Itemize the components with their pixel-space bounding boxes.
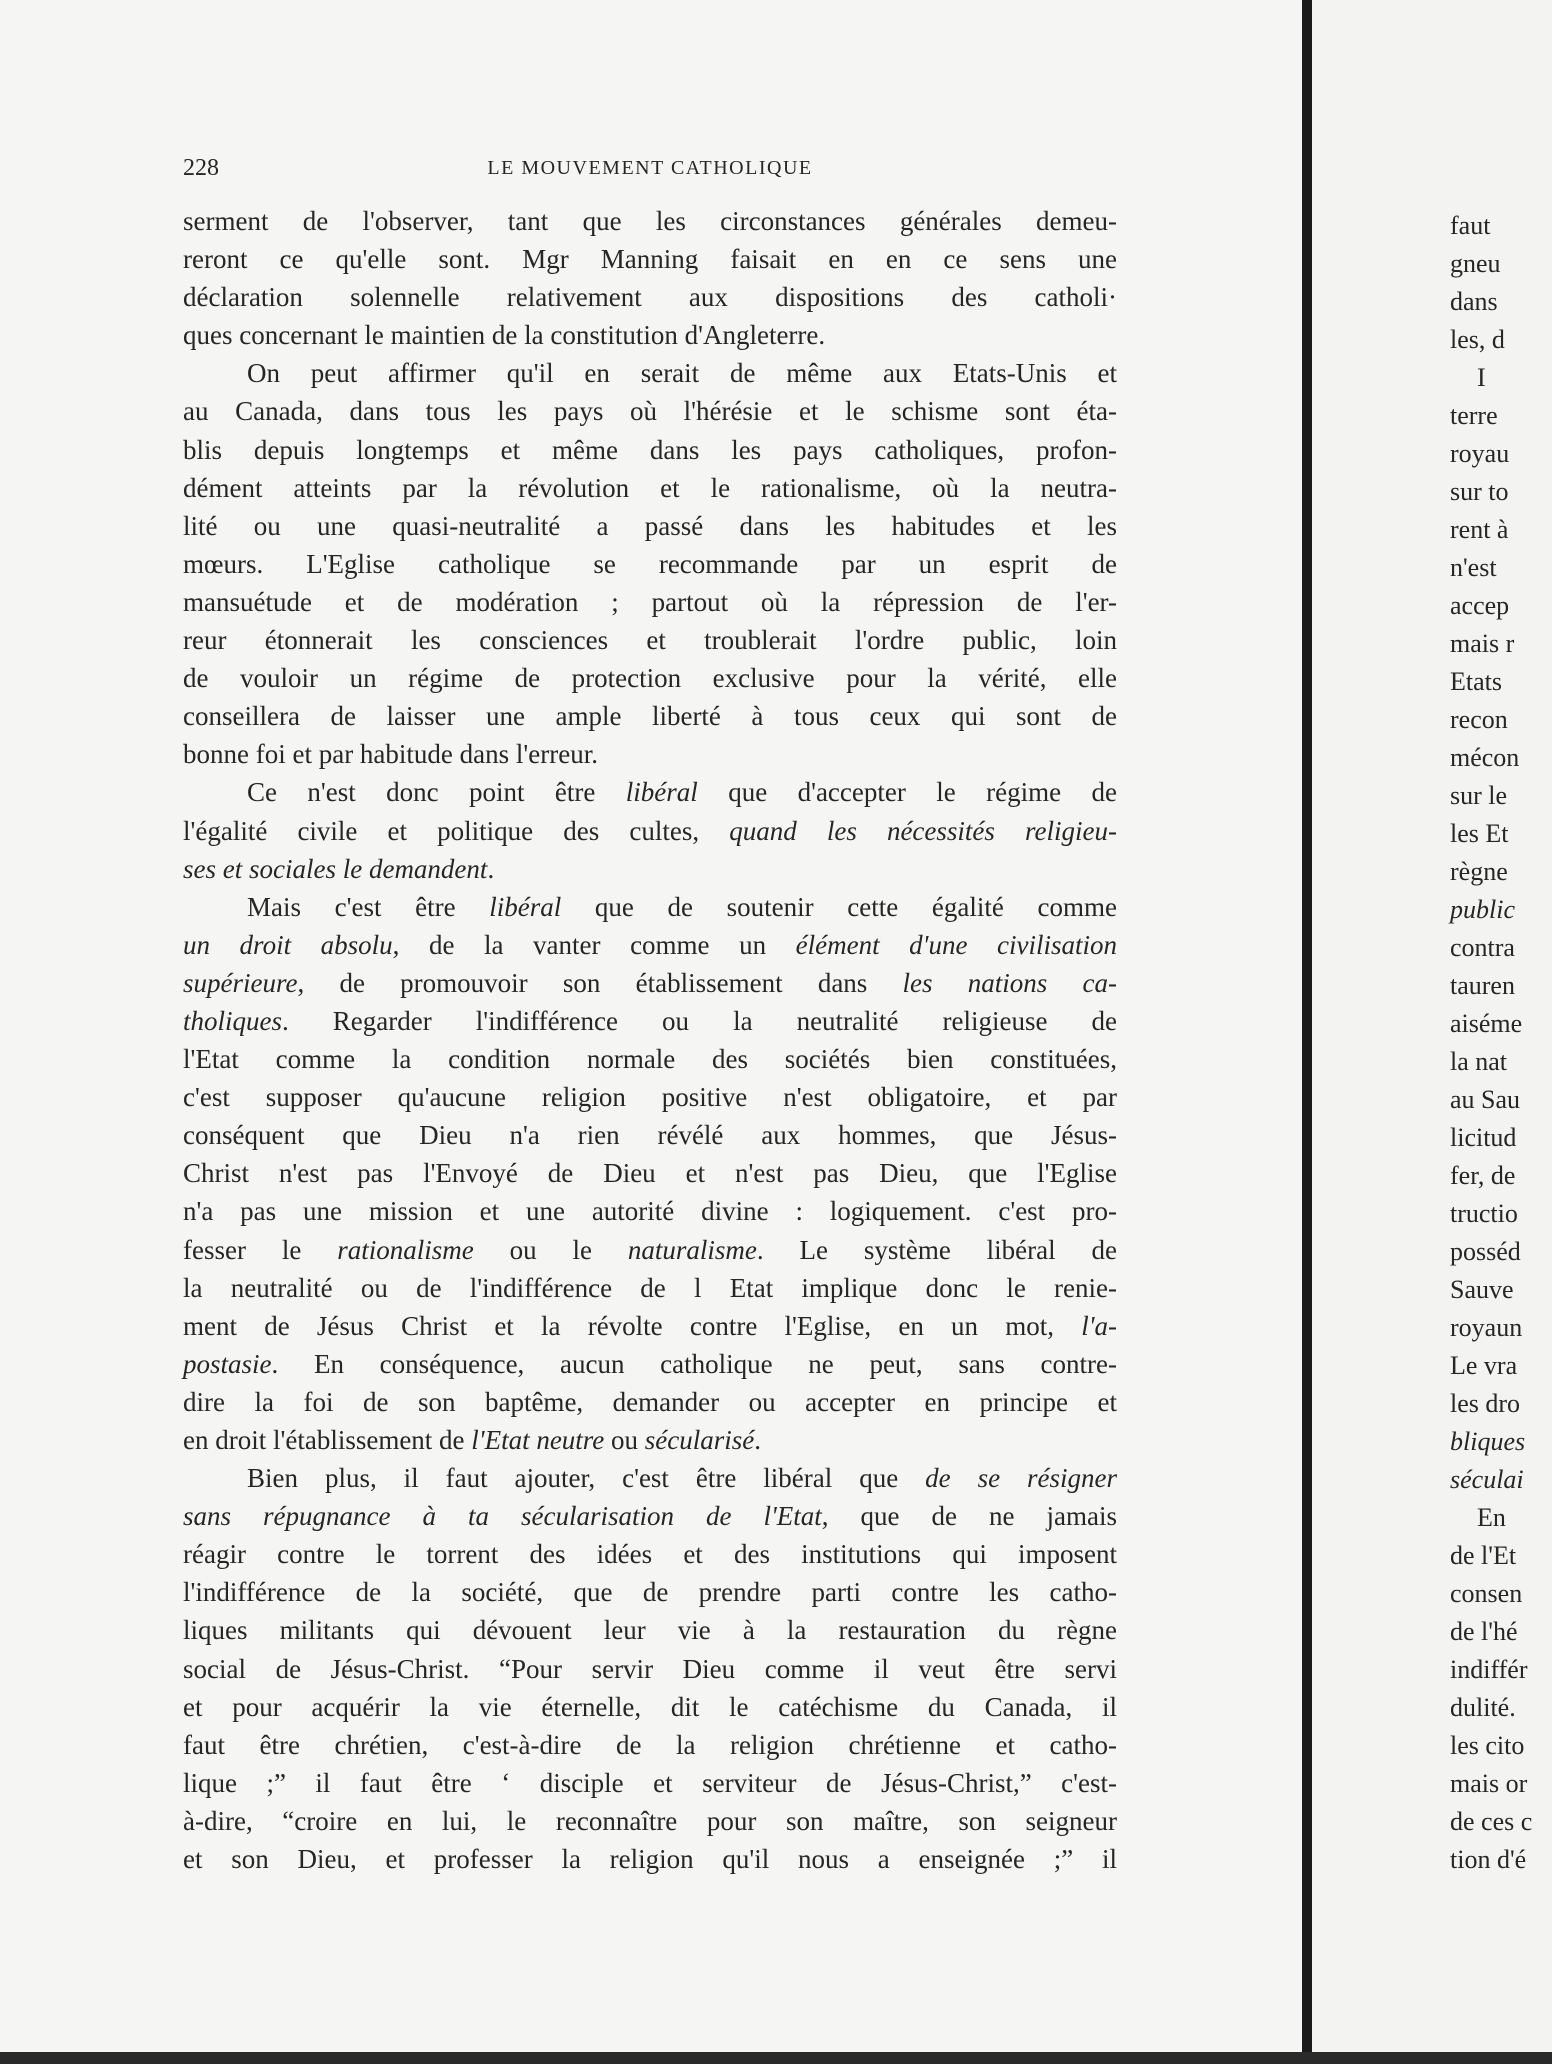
text-line	[183, 964, 1117, 1002]
text-line	[183, 888, 1117, 926]
text-line	[183, 1459, 1117, 1497]
text-line	[183, 659, 1117, 697]
text-line	[183, 1726, 1117, 1764]
text-segment: au Sau	[1450, 1085, 1521, 1114]
text-line-fragment	[1450, 1803, 1532, 1841]
italic-phrase: naturalisme	[627, 1234, 757, 1265]
italic-phrase: libéral	[489, 891, 562, 922]
text-segment: de l'hé	[1450, 1617, 1518, 1646]
text-segment: tion d'é	[1450, 1845, 1527, 1874]
text-segment: mécon	[1450, 743, 1520, 772]
italic-phrase: quand les nécessités religieu-	[729, 815, 1118, 846]
text-line-fragment	[1450, 1727, 1524, 1765]
text-line-fragment	[1450, 283, 1498, 321]
text-segment: social de Jésus-Christ. “Pour servir Dieu comme il veut être servi	[183, 1653, 1117, 1684]
text-segment: la nat	[1450, 1047, 1508, 1076]
text-segment: , de la vanter comme un	[392, 929, 796, 960]
text-line	[183, 1650, 1117, 1688]
text-line	[183, 1345, 1117, 1383]
text-line-fragment	[1450, 397, 1498, 435]
text-segment: lique ;” il faut être ‘ disciple et serviteur de Jésus-Christ,” c'est-	[183, 1767, 1117, 1798]
italic-phrase: l'a-	[1081, 1310, 1117, 1341]
text-segment: posséd	[1450, 1237, 1521, 1266]
book-gutter	[1302, 0, 1312, 2064]
text-segment: conseillera de laisser une ample liberté à tous ceux qui sont de	[183, 701, 1117, 732]
text-line-fragment	[1450, 1613, 1518, 1651]
text-line	[183, 1192, 1117, 1230]
text-line-fragment	[1450, 1005, 1522, 1043]
text-segment: mais or	[1450, 1769, 1528, 1798]
italic-phrase: élément d'une civilisation	[795, 929, 1117, 960]
text-segment: Etats	[1450, 667, 1502, 696]
text-line-fragment	[1450, 625, 1514, 663]
text-line	[183, 1002, 1117, 1040]
text-segment: fer, de	[1450, 1161, 1516, 1190]
text-line-fragment	[1477, 1499, 1506, 1537]
italic-phrase: rationalisme	[337, 1234, 474, 1265]
text-line	[183, 392, 1117, 430]
right-page-partial	[1312, 0, 1552, 2064]
text-line-fragment	[1450, 1309, 1522, 1347]
text-segment: aiséme	[1450, 1009, 1523, 1038]
text-line-fragment	[1450, 587, 1509, 625]
body-text	[183, 202, 1117, 1878]
text-segment: terre	[1450, 401, 1498, 430]
text-segment: On peut affirmer qu'il en serait de même aux Etats-Unis et	[247, 358, 1117, 389]
text-line-fragment	[1450, 207, 1490, 245]
text-line	[183, 316, 1117, 354]
text-line-fragment	[1450, 1537, 1516, 1575]
text-line	[183, 1421, 1117, 1459]
italic-phrase: libéral	[625, 777, 698, 808]
text-segment: .	[754, 1425, 762, 1455]
italic-phrase: de se résigner	[925, 1463, 1117, 1494]
text-line-fragment	[1450, 1689, 1516, 1727]
text-segment: liques militants qui dévouent leur vie à la restauration du règne	[183, 1615, 1117, 1646]
text-segment: serment de l'observer, tant que les circonstances générales demeu-	[183, 206, 1117, 236]
text-segment: les dro	[1450, 1389, 1521, 1418]
text-segment: Sauve	[1450, 1275, 1514, 1304]
text-line	[183, 697, 1117, 735]
text-line-fragment	[1450, 321, 1505, 359]
text-line	[183, 202, 1117, 240]
text-segment: les cito	[1450, 1731, 1525, 1760]
text-segment: dans	[1450, 287, 1498, 316]
text-line	[183, 1688, 1117, 1726]
text-segment: faut être chrétien, c'est-à-dire de la religion chrétienne et catho-	[183, 1729, 1117, 1760]
text-line-fragment	[1450, 1575, 1522, 1613]
text-segment: n'est	[1450, 553, 1497, 582]
text-segment: En	[1477, 1503, 1506, 1532]
text-segment: dulité.	[1450, 1693, 1516, 1722]
text-segment: sur le	[1450, 781, 1508, 810]
text-line-fragment	[1450, 1765, 1527, 1803]
text-line	[183, 1116, 1117, 1154]
text-segment: tauren	[1450, 971, 1515, 1000]
text-line	[183, 1611, 1117, 1649]
text-line-fragment	[1450, 1841, 1526, 1879]
text-line-fragment	[1450, 777, 1507, 815]
italic-phrase: sans répugnance à ta sécularisation de l'Etat	[183, 1501, 822, 1532]
text-line-fragment	[1450, 435, 1509, 473]
text-segment: au Canada, dans tous les pays où l'hérésie et le schisme sont éta-	[183, 396, 1117, 427]
text-segment: I	[1477, 363, 1486, 392]
running-head: LE MOUVEMENT CATHOLIQUE	[487, 157, 813, 179]
text-segment: Mais c'est être	[247, 891, 490, 922]
text-segment: les, d	[1450, 325, 1505, 354]
text-segment: et pour acquérir la vie éternelle, dit le catéchisme du Canada, il	[183, 1691, 1117, 1722]
text-line	[183, 773, 1117, 811]
italic-phrase: tholiques	[183, 1005, 282, 1036]
text-segment: à-dire, “croire en lui, le reconnaître pour son maître, son seigneur	[183, 1805, 1117, 1836]
text-segment: n'a pas une mission et une autorité divine : logiquement. c'est pro-	[183, 1196, 1117, 1227]
text-line	[183, 1154, 1117, 1192]
text-line	[183, 1040, 1117, 1078]
text-line-fragment	[1450, 1233, 1521, 1271]
text-segment: dément atteints par la révolution et le rationalisme, où la neutra-	[183, 472, 1117, 503]
text-line	[183, 1764, 1117, 1802]
text-segment: faut	[1450, 211, 1491, 240]
text-segment: bonne foi et par habitude dans l'erreur.	[183, 739, 598, 770]
text-line-fragment	[1450, 1385, 1520, 1423]
italic-phrase: supérieure	[183, 967, 298, 998]
text-line	[183, 621, 1117, 659]
text-segment: sur to	[1450, 477, 1509, 506]
text-segment: que de soutenir cette égalité comme	[561, 891, 1117, 922]
text-line-fragment	[1450, 1423, 1525, 1461]
italic-phrase: public	[1450, 895, 1515, 924]
text-segment: les Et	[1450, 819, 1509, 848]
page-bottom-edge	[0, 2052, 1552, 2064]
text-segment: que d'accepter le régime de	[697, 777, 1117, 808]
text-line-fragment	[1450, 891, 1515, 929]
text-segment: recon	[1450, 705, 1508, 734]
text-line	[183, 1802, 1117, 1840]
text-line-fragment	[1450, 1195, 1518, 1233]
text-segment: Bien plus, il faut ajouter, c'est être libéral que	[247, 1463, 926, 1494]
text-segment: , de promouvoir son établissement dans	[297, 967, 903, 998]
text-line	[183, 1231, 1117, 1269]
text-line	[183, 431, 1117, 469]
text-segment: ques concernant le maintien de la constitution d'Angleterre.	[183, 320, 826, 351]
text-segment: consen	[1450, 1579, 1523, 1608]
text-segment: reur étonnerait les consciences et troublerait l'ordre public, loin	[183, 625, 1117, 656]
italic-phrase: bliques	[1450, 1427, 1526, 1456]
text-segment: Le vra	[1450, 1351, 1518, 1380]
text-line	[183, 240, 1117, 278]
text-segment: lité ou une quasi-neutralité a passé dans les habitudes et les	[183, 510, 1117, 541]
text-line-fragment	[1450, 511, 1508, 549]
text-segment: Ce n'est donc point être	[247, 777, 626, 808]
text-segment: tructio	[1450, 1199, 1518, 1228]
text-line	[183, 469, 1117, 507]
text-segment: ment de Jésus Christ et la révolte contre l'Eglise, en un mot,	[183, 1310, 1082, 1341]
text-line-fragment	[1450, 1043, 1507, 1081]
text-line-fragment	[1450, 549, 1497, 587]
text-line-fragment	[1450, 1651, 1528, 1689]
text-segment: . En conséquence, aucun catholique ne peut, sans contre-	[271, 1348, 1117, 1379]
text-line	[183, 507, 1117, 545]
italic-phrase: postasie	[183, 1348, 272, 1379]
text-line-fragment	[1450, 967, 1515, 1005]
text-segment: la neutralité ou de l'indifférence de l Etat implique donc le renie-	[183, 1272, 1117, 1303]
text-segment: en droit l'établissement de	[183, 1425, 472, 1455]
italic-phrase: sécularisé	[644, 1425, 755, 1455]
text-segment: fesser le	[183, 1234, 338, 1265]
text-line	[183, 1840, 1117, 1878]
text-line-fragment	[1450, 1347, 1517, 1385]
text-segment: Christ n'est pas l'Envoyé de Dieu et n'est pas Dieu, que l'Eglise	[183, 1158, 1117, 1189]
text-segment: de vouloir un régime de protection exclusive pour la vérité, elle	[183, 663, 1117, 694]
text-segment: l'Etat comme la condition normale des sociétés bien constituées,	[183, 1044, 1117, 1075]
text-segment: royaun	[1450, 1313, 1523, 1342]
text-line-fragment	[1450, 1157, 1515, 1195]
text-line	[183, 583, 1117, 621]
text-segment: l'indifférence de la société, que de prendre parti contre les catho-	[183, 1577, 1117, 1608]
text-line-fragment	[1450, 739, 1519, 777]
text-line-fragment	[1450, 245, 1501, 283]
text-segment: mais r	[1450, 629, 1515, 658]
text-line-fragment	[1477, 359, 1486, 397]
text-segment: , que de ne jamais	[821, 1501, 1117, 1532]
page-number: 228	[183, 155, 219, 181]
text-line-fragment	[1450, 853, 1508, 891]
text-segment: indiffér	[1450, 1655, 1528, 1684]
text-segment: reront ce qu'elle sont. Mgr Manning faisait en en ce sens une	[183, 244, 1117, 275]
text-line	[183, 1269, 1117, 1307]
text-line	[183, 1307, 1117, 1345]
text-segment: règne	[1450, 857, 1508, 886]
text-segment: . Le système libéral de	[756, 1234, 1117, 1265]
text-segment: .	[487, 853, 495, 884]
text-line	[183, 850, 1117, 888]
text-segment: de ces c	[1450, 1807, 1533, 1836]
text-segment: conséquent que Dieu n'a rien révélé aux hommes, que Jésus-	[183, 1120, 1117, 1151]
text-line	[183, 1573, 1117, 1611]
text-segment: ou	[604, 1425, 645, 1455]
text-line	[183, 1383, 1117, 1421]
text-line	[183, 1497, 1117, 1535]
italic-phrase: ses et sociales le demandent	[183, 853, 488, 884]
text-segment: réagir contre le torrent des idées et des institutions qui imposent	[183, 1539, 1117, 1570]
text-line-fragment	[1450, 1119, 1516, 1157]
text-line	[183, 735, 1117, 773]
text-segment: accep	[1450, 591, 1510, 620]
text-segment: l'égalité civile et politique des cultes,	[183, 815, 730, 846]
text-line-fragment	[1450, 1081, 1520, 1119]
text-segment: ou le	[473, 1234, 628, 1265]
text-segment: blis depuis longtemps et même dans les pays catholiques, profon-	[183, 434, 1117, 465]
text-segment: mansuétude et de modération ; partout où la répression de l'er-	[183, 586, 1117, 617]
text-line-fragment	[1450, 929, 1515, 967]
text-segment: mœurs. L'Eglise catholique se recommande par un esprit de	[183, 548, 1117, 579]
italic-phrase: les nations ca-	[902, 967, 1117, 998]
text-segment: contra	[1450, 933, 1515, 962]
text-line	[183, 354, 1117, 392]
text-line	[183, 1535, 1117, 1573]
text-segment: licitud	[1450, 1123, 1517, 1152]
text-line	[183, 812, 1117, 850]
text-segment: de l'Et	[1450, 1541, 1517, 1570]
italic-phrase: l'Etat neutre	[471, 1425, 605, 1455]
text-line-fragment	[1450, 1271, 1514, 1309]
page-header	[183, 155, 1117, 185]
text-line	[183, 926, 1117, 964]
text-line-fragment	[1450, 473, 1509, 511]
text-segment: rent à	[1450, 515, 1509, 544]
text-line-fragment	[1450, 1461, 1524, 1499]
text-line-fragment	[1450, 701, 1508, 739]
italic-phrase: un droit absolu	[183, 929, 393, 960]
text-line	[183, 545, 1117, 583]
text-segment: et son Dieu, et professer la religion qu'il nous a enseignée ;” il	[183, 1844, 1117, 1875]
text-segment: c'est supposer qu'aucune religion positive n'est obligatoire, et par	[183, 1082, 1117, 1113]
text-segment: dire la foi de son baptême, demander ou accepter en principe et	[183, 1386, 1117, 1417]
text-line-fragment	[1450, 815, 1509, 853]
text-line	[183, 1078, 1117, 1116]
text-segment: déclaration solennelle relativement aux dispositions des catholi·	[183, 282, 1117, 313]
italic-phrase: séculai	[1450, 1465, 1524, 1494]
text-segment: royau	[1450, 439, 1510, 468]
text-line	[183, 278, 1117, 316]
text-line-fragment	[1450, 663, 1502, 701]
text-segment: . Regarder l'indifférence ou la neutralité religieuse de	[282, 1005, 1117, 1036]
text-segment: gneu	[1450, 249, 1501, 278]
